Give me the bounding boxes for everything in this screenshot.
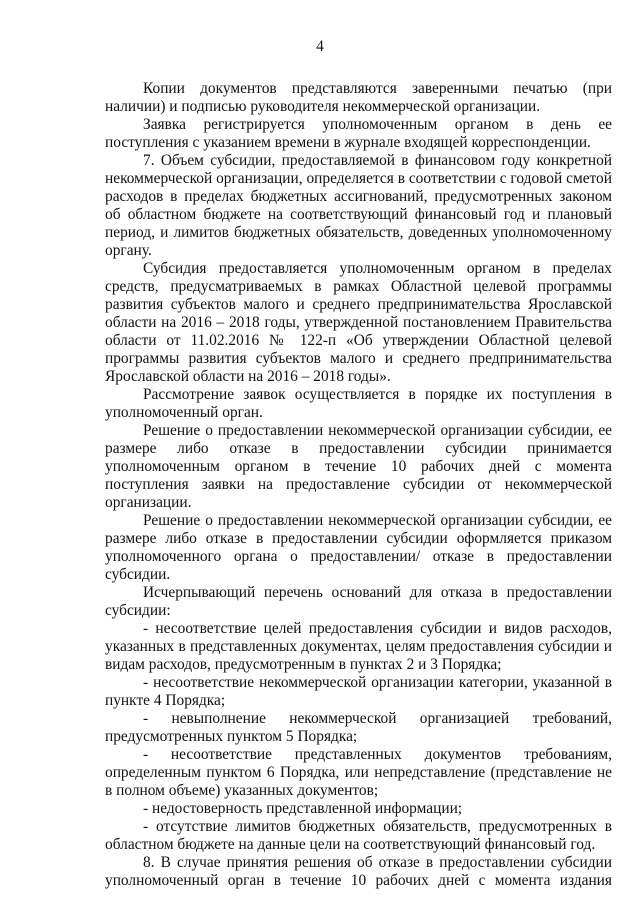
paragraph: 7. Объем субсидии, предоставляемой в финансовом году конкретной некоммерческой организации, определяется в соответствии с годовой сметой расходов в пределах бюджетных ассигнований, предусмотренных законом об областном бюджете на соответствующий финансовый год и плановый период, и лимитов бюджетных обязательств, доведенных уполномоченному органу. [105, 152, 612, 259]
paragraph: 8. В случае принятия решения об отказе в предоставлении субсидии уполномоченный орган в течение 10 рабочих дней с момента издания [105, 854, 612, 889]
list-item: - несоответствие некоммерческой организации категории, указанной в пункте 4 Порядка; [105, 674, 612, 709]
paragraph: Решение о предоставлении некоммерческой организации субсидии, ее размере либо отказе в предоставлении субсидии оформляется приказом уполномоченного органа о предоставлении/ отказе в предоставлении субсидии. [105, 512, 612, 583]
list-item: - отсутствие лимитов бюджетных обязательств, предусмотренных в областном бюджете на данные цели на соответствующий финансовый год. [105, 818, 612, 853]
page-number: 4 [316, 38, 324, 55]
list-item: - невыполнение некоммерческой организацией требований, предусмотренных пунктом 5 Порядка; [105, 710, 612, 745]
paragraph: Исчерпывающий перечень оснований для отказа в предоставлении субсидии: [105, 584, 612, 619]
paragraph: Решение о предоставлении некоммерческой организации субсидии, ее размере либо отказе в предоставлении субсидии принимается уполномоченным органом в течение 10 рабочих дней с момента поступления заявки на предоставление субсидии от некоммерческой организации. [105, 422, 612, 511]
paragraph: Субсидия предоставляется уполномоченным органом в пределах средств, предусматриваемых в рамках Областной целевой программы развития субъектов малого и среднего предпринимательства Ярославской области на 2016 – 2018 годы, утвержденной постановлением Правительства области от 11.02.2016 № 122-п «Об утверждении Областной целевой программы развития субъектов малого и среднего предпринимательства Ярославской области на 2016 – 2018 годы». [105, 260, 612, 385]
list-item: - несоответствие целей предоставления субсидии и видов расходов, указанных в представленных документах, целям предоставления субсидии и видам расходов, предусмотренным в пунктах 2 и 3 Порядка; [105, 620, 612, 673]
paragraph: Копии документов представляются заверенными печатью (при наличии) и подписью руководителя некоммерческой организации. [105, 80, 612, 115]
list-item: - недостоверность представленной информации; [143, 800, 463, 817]
list-item: - несоответствие представленных документов требованиям, определенным пунктом 6 Порядка, или непредставление (представление не в полном объеме) указанных документов; [105, 746, 612, 799]
paragraph: Рассмотрение заявок осуществляется в порядке их поступления в уполномоченный орган. [105, 386, 612, 421]
document-body [105, 80, 612, 890]
paragraph: Заявка регистрируется уполномоченным органом в день ее поступления с указанием времени в журнале входящей корреспонденции. [105, 116, 612, 151]
